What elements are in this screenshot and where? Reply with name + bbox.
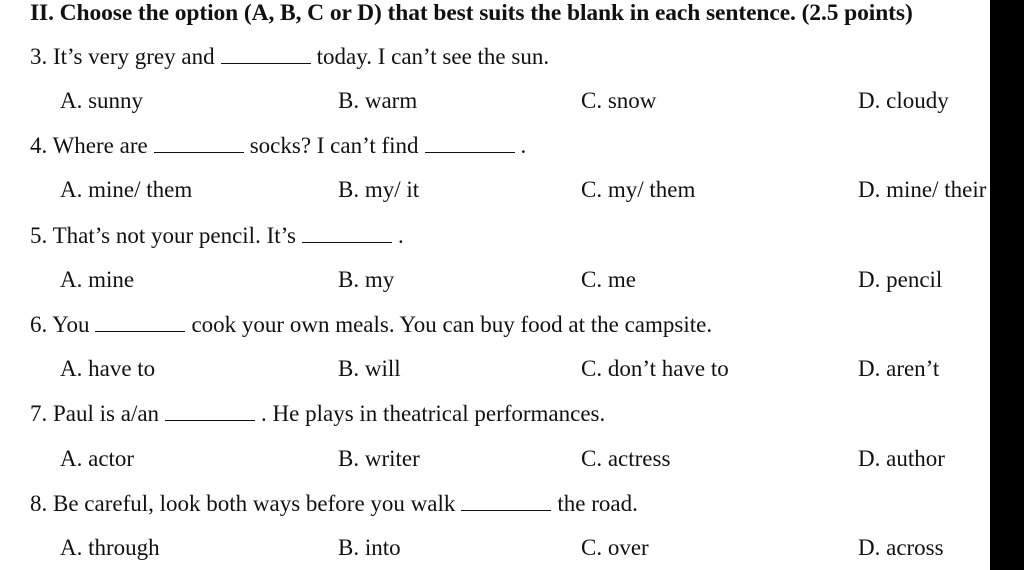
- question-text: today. I can’t see the sun.: [316, 44, 550, 69]
- question-5: [30, 221, 404, 251]
- answer-blank: [425, 134, 515, 153]
- option-a[interactable]: A. mine/ them: [60, 177, 193, 202]
- option-b[interactable]: B. my: [338, 267, 395, 292]
- option-c[interactable]: C. snow: [581, 88, 657, 113]
- option-d[interactable]: D. mine/ their: [858, 177, 987, 202]
- options-row-3: [0, 86, 990, 116]
- question-8: [30, 489, 638, 519]
- question-6: [30, 310, 712, 340]
- question-text: .: [520, 133, 527, 158]
- question-7: [30, 399, 605, 429]
- options-row-8: [0, 533, 990, 563]
- option-d[interactable]: D. across: [858, 535, 944, 560]
- option-b[interactable]: B. into: [338, 535, 401, 560]
- option-a[interactable]: A. sunny: [60, 88, 144, 113]
- option-c[interactable]: C. over: [581, 535, 649, 560]
- option-c[interactable]: C. me: [581, 267, 636, 292]
- options-row-4: [0, 175, 990, 205]
- section-heading: II. Choose the option (A, B, C or D) that best suits the blank in each sentence. (2.5 points): [30, 0, 913, 26]
- option-c[interactable]: C. actress: [581, 446, 671, 471]
- answer-blank: [95, 313, 185, 332]
- option-d[interactable]: D. aren’t: [858, 356, 940, 381]
- option-b[interactable]: B. will: [338, 356, 401, 381]
- options-row-5: [0, 265, 990, 295]
- option-a[interactable]: A. actor: [60, 446, 135, 471]
- question-text: 8. Be careful, look both ways before you walk: [30, 491, 456, 516]
- question-text: 4. Where are: [30, 133, 148, 158]
- answer-blank: [461, 492, 551, 511]
- answer-blank: [302, 224, 392, 243]
- option-c[interactable]: C. don’t have to: [581, 356, 729, 381]
- option-a[interactable]: A. through: [60, 535, 160, 560]
- question-text: . He plays in theatrical performances.: [261, 401, 606, 426]
- question-text: socks? I can’t find: [249, 133, 419, 158]
- option-d[interactable]: D. author: [858, 446, 945, 471]
- option-b[interactable]: B. warm: [338, 88, 418, 113]
- options-row-7: [0, 444, 990, 474]
- question-text: 7. Paul is a/an: [30, 401, 160, 426]
- answer-blank: [154, 134, 244, 153]
- option-a[interactable]: A. mine: [60, 267, 135, 292]
- option-c[interactable]: C. my/ them: [581, 177, 696, 202]
- question-text: 6. You: [30, 312, 90, 337]
- question-text: 3. It’s very grey and: [30, 44, 215, 69]
- answer-blank: [165, 402, 255, 421]
- option-d[interactable]: D. pencil: [858, 267, 943, 292]
- answer-blank: [221, 45, 311, 64]
- question-text: 5. That’s not your pencil. It’s: [30, 223, 296, 248]
- question-text: .: [397, 223, 404, 248]
- question-3: [30, 42, 549, 72]
- options-row-6: [0, 354, 990, 384]
- question-4: [30, 131, 526, 161]
- question-text: cook your own meals. You can buy food at the campsite.: [191, 312, 713, 337]
- option-a[interactable]: A. have to: [60, 356, 156, 381]
- option-b[interactable]: B. my/ it: [338, 177, 420, 202]
- option-b[interactable]: B. writer: [338, 446, 420, 471]
- option-d[interactable]: D. cloudy: [858, 88, 949, 113]
- right-edge-bar: [990, 0, 1024, 570]
- question-text: the road.: [557, 491, 638, 516]
